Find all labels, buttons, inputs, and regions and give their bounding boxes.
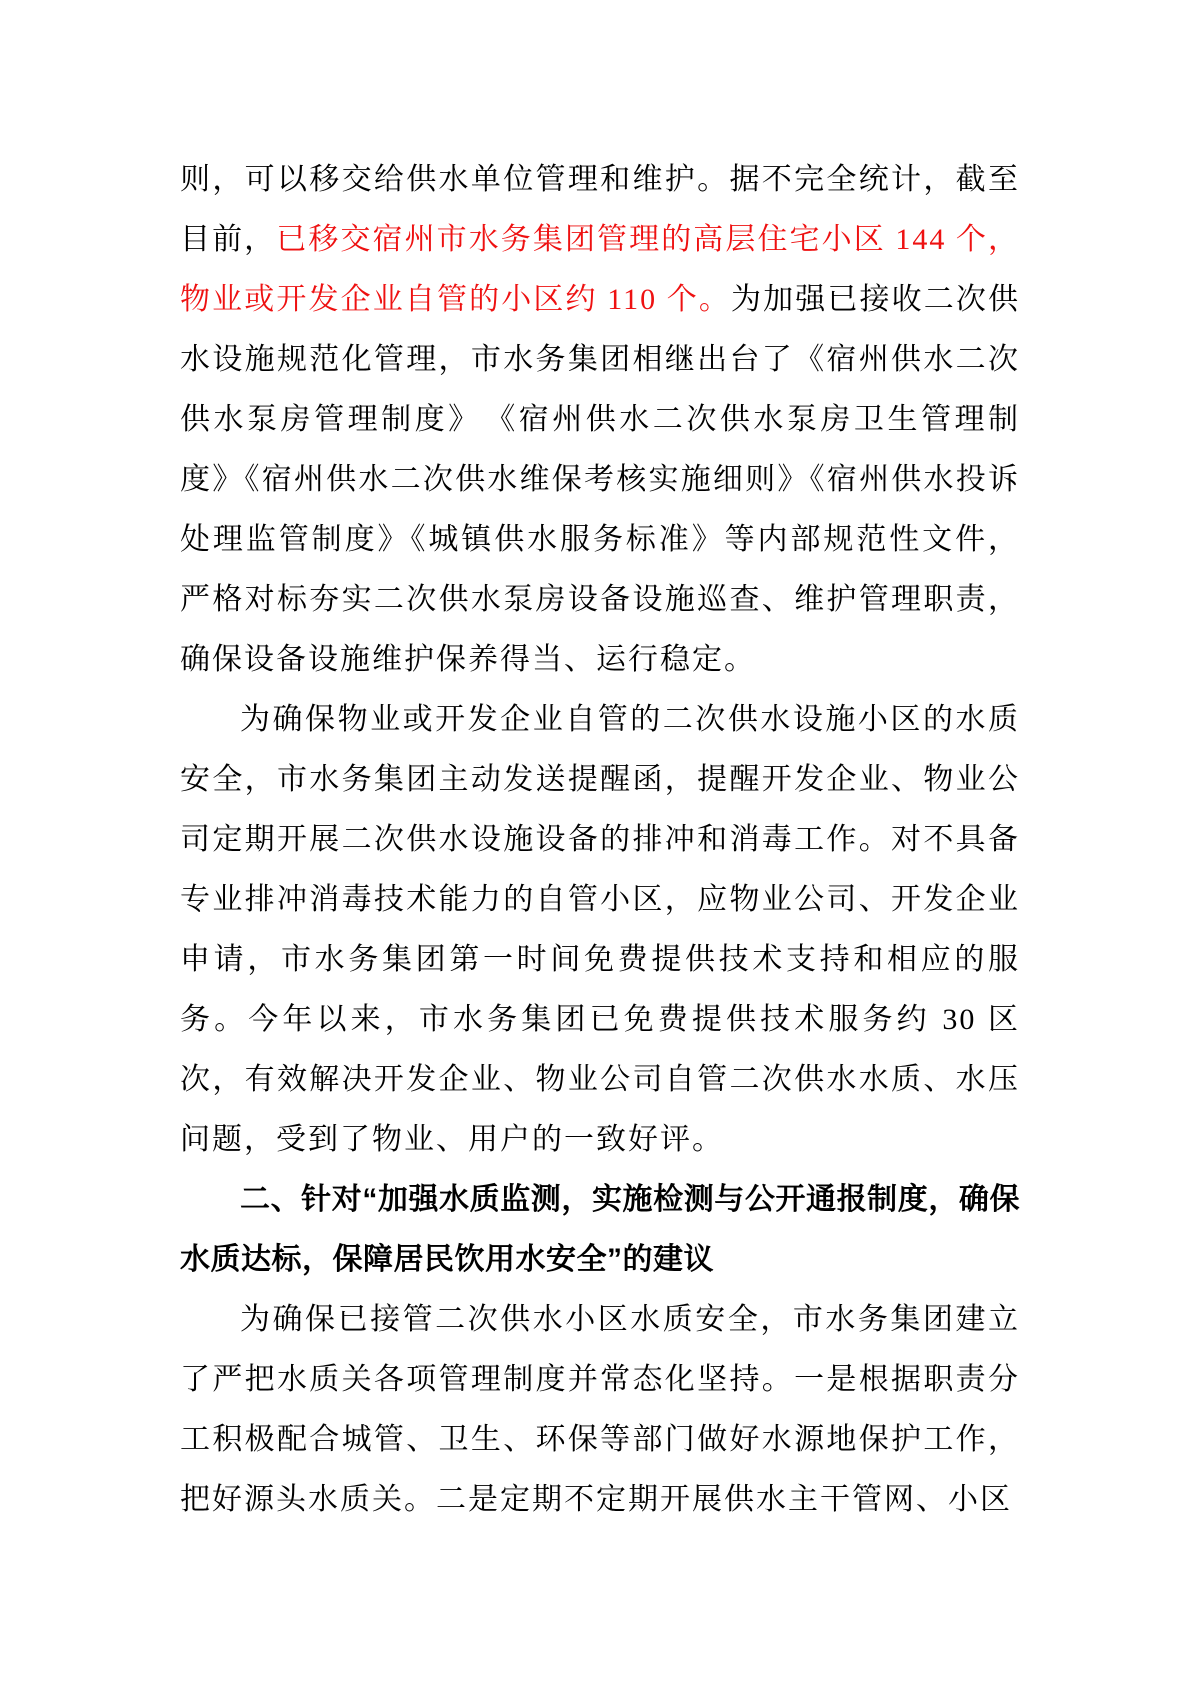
document-body xyxy=(180,150,1020,1530)
text-run: 为加强已接收二次供水设施规范化管理，市水务集团相继出台了《宿州供水二次供水泵房管理制度》 《宿州供水二次供水泵房卫生管理制度》《宿州供水二次供水维保考核实施细则》《宿州供水投诉处理监管制度》《城镇供水服务标准》等内部规范性文件，严格对标夯实二次供水泵房设备设施巡查、维护管理职责，确保设备设施维护保养得当、运行稳定。 xyxy=(180,283,1021,676)
paragraph xyxy=(180,690,1020,1170)
highlighted-red-text: 已移交宿州市水务集团管理的高层住宅小区 144 个，物业或开发企业自管的小区约 110 个。 xyxy=(180,223,1021,316)
paragraph xyxy=(180,1290,1020,1530)
section-heading xyxy=(180,1170,1020,1290)
text-run: 二、针对“加强水质监测，实施检测与公开通报制度，确保水质达标，保障居民饮用水安全”的建议 xyxy=(180,1183,1020,1276)
paragraph xyxy=(180,150,1020,690)
text-run: 为确保已接管二次供水小区水质安全，市水务集团建立了严把水质关各项管理制度并常态化坚持。一是根据职责分工积极配合城管、卫生、环保等部门做好水源地保护工作，把好源头水质关。二是定期不定期开展供水主干管网、小区 xyxy=(180,1303,1020,1516)
text-run: 为确保物业或开发企业自管的二次供水设施小区的水质安全，市水务集团主动发送提醒函，提醒开发企业、物业公司定期开展二次供水设施设备的排冲和消毒工作。对不具备专业排冲消毒技术能力的自管小区，应物业公司、开发企业申请，市水务集团第一时间免费提供技术支持和相应的服务。今年以来，市水务集团已免费提供技术服务约 30 区次，有效解决开发企业、物业公司自管二次供水水质、水压问题，受到了物业、用户的一致好评。 xyxy=(180,703,1020,1156)
text-run: 则，可以移交给供水单位管理和维护。据不完全统计，截至目前， xyxy=(180,163,1020,256)
